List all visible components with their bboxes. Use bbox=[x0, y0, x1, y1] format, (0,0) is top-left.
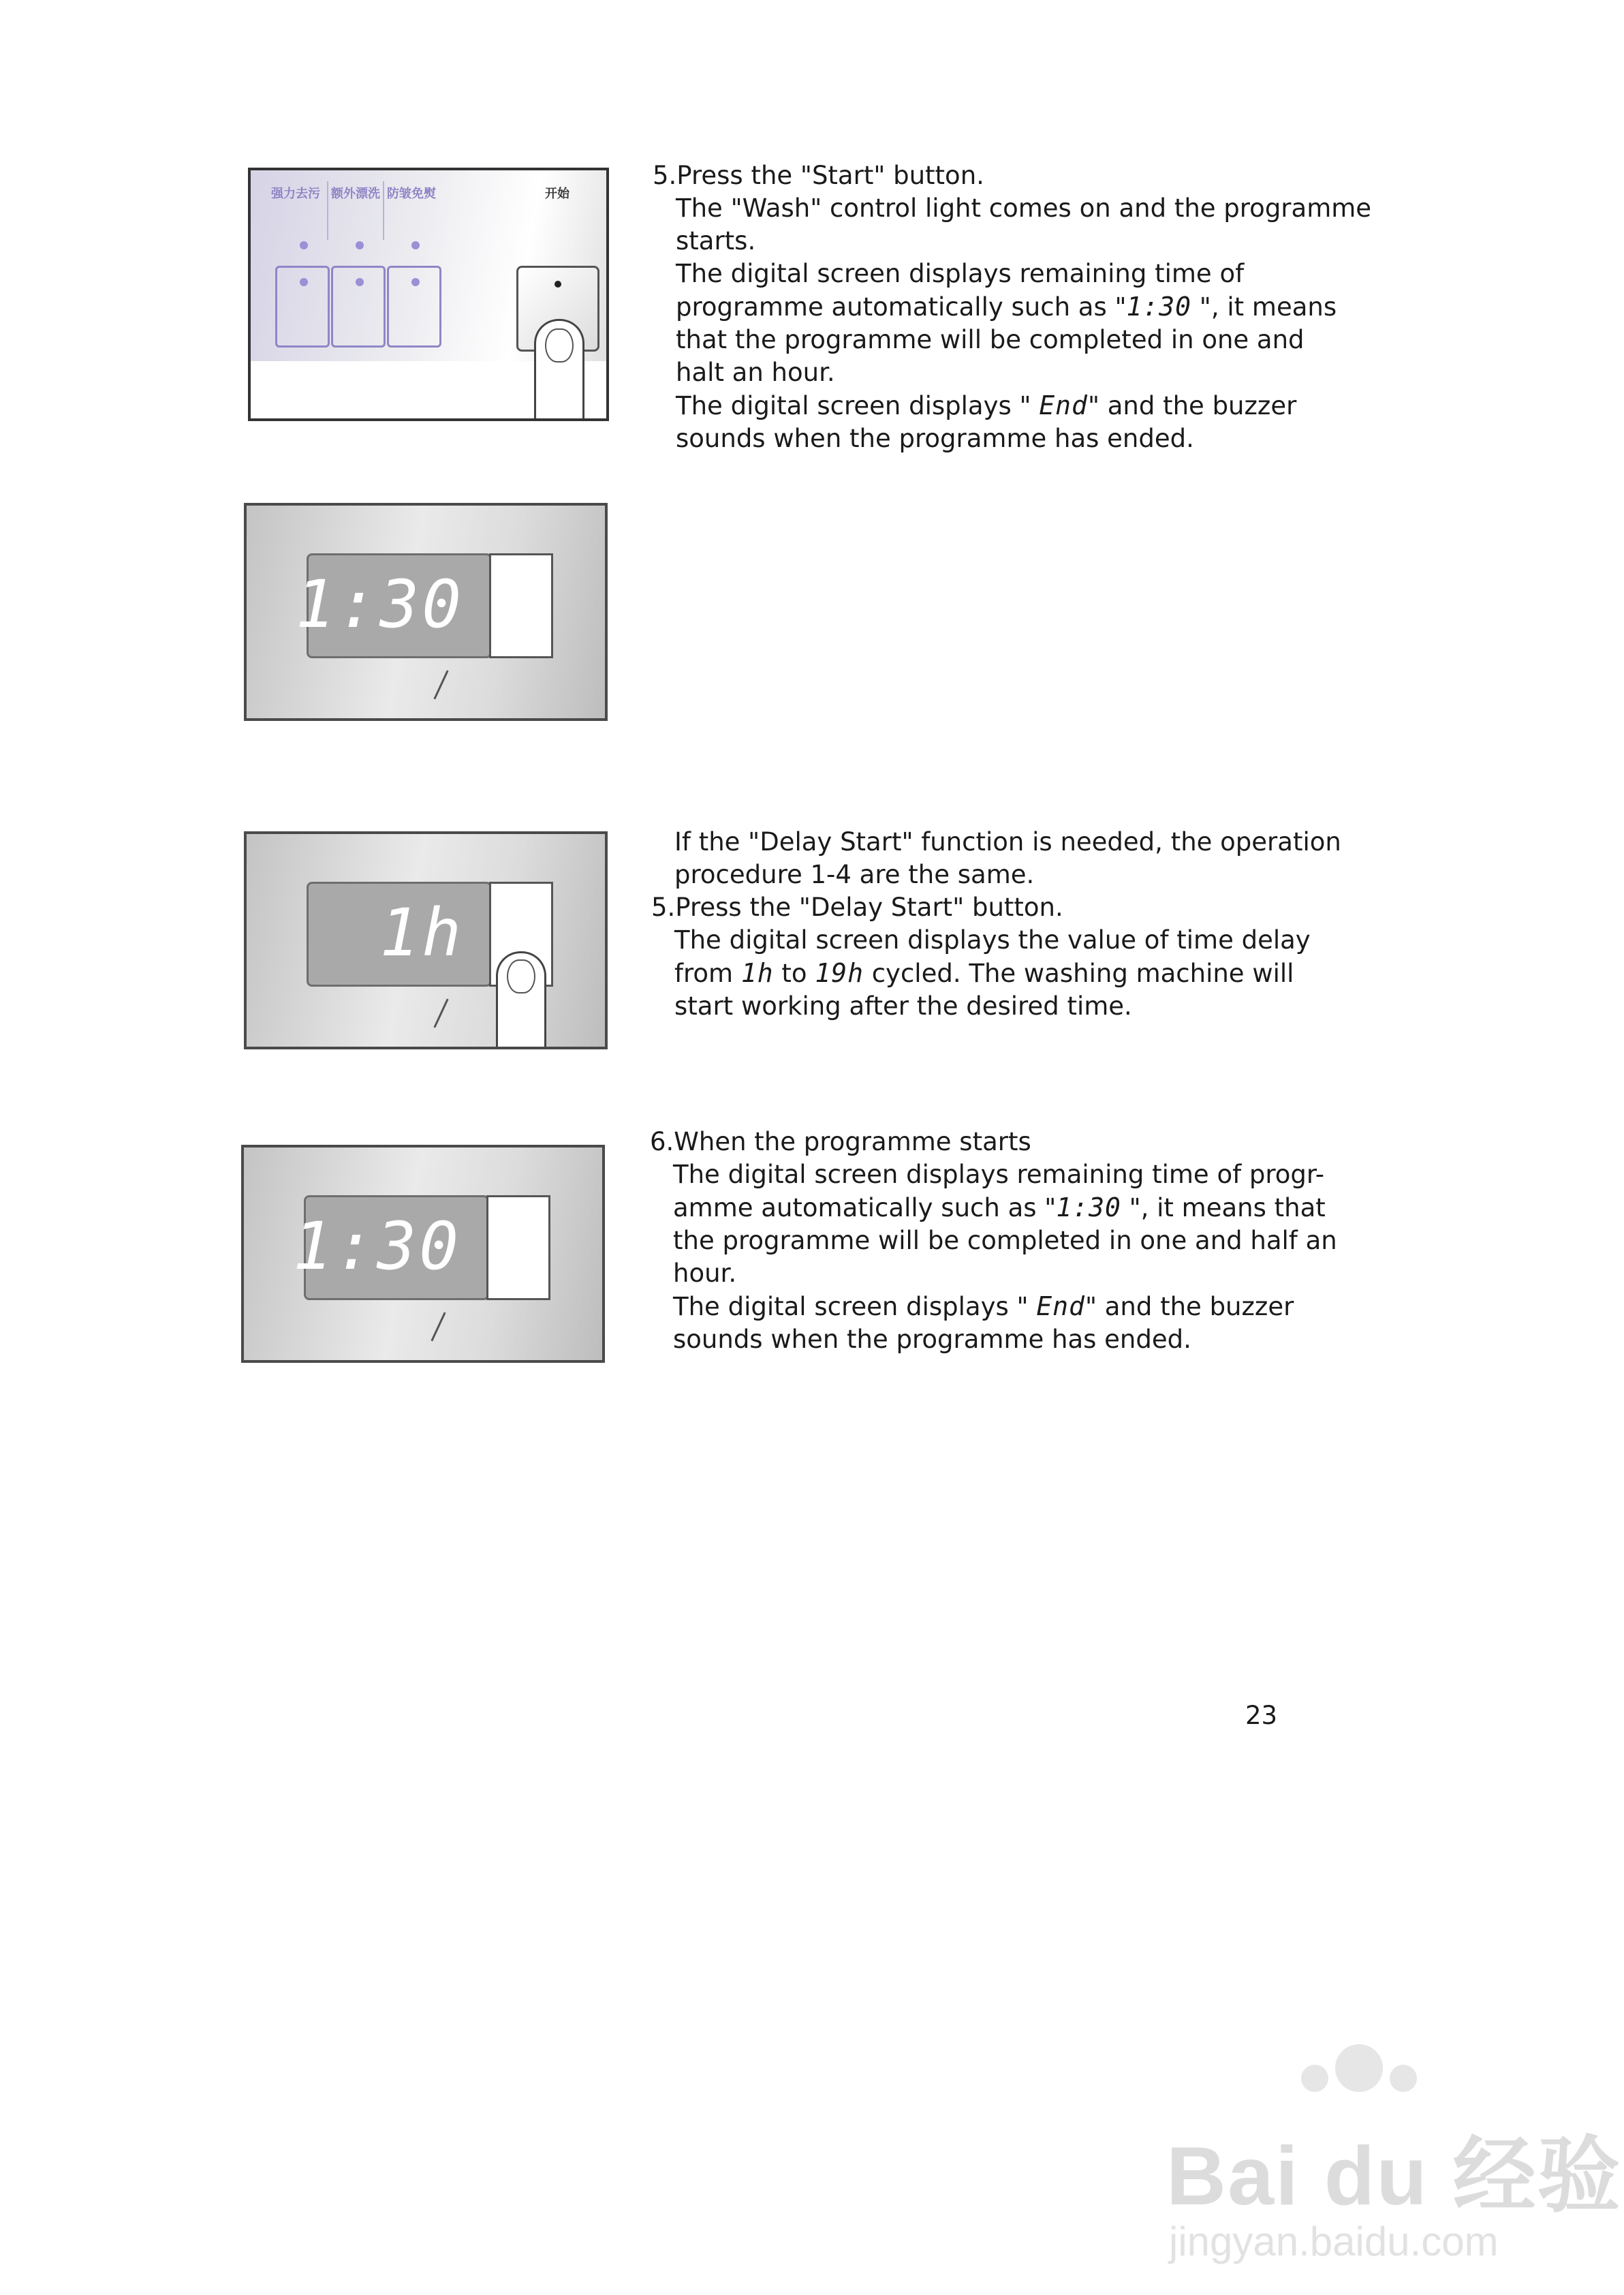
option-button-rinse[interactable] bbox=[331, 266, 386, 348]
fingernail-icon bbox=[507, 959, 535, 994]
divider bbox=[383, 181, 384, 240]
delay-step-heading: 5.Press the "Delay Start" button. bbox=[651, 893, 1063, 922]
lcd-time-value: 1:30 bbox=[295, 566, 464, 643]
option-label-stain: 强力去污 bbox=[271, 187, 320, 201]
baidu-paw-icon bbox=[1301, 2065, 1328, 2092]
slash-mark bbox=[433, 671, 448, 700]
seg-end-glyph: End bbox=[1036, 1291, 1085, 1321]
start-label: 开始 bbox=[545, 187, 569, 201]
seg-19h-glyph: 19h bbox=[815, 958, 864, 988]
indicator-light bbox=[300, 241, 308, 249]
slash-mark bbox=[433, 999, 448, 1028]
divider bbox=[327, 181, 328, 240]
page-number: 23 bbox=[1245, 1701, 1278, 1730]
start-indicator-light bbox=[555, 281, 561, 288]
baidu-paw-icon bbox=[1390, 2065, 1417, 2092]
option-button-crease[interactable] bbox=[387, 266, 441, 348]
start-panel-illustration bbox=[248, 168, 609, 421]
baidu-watermark-url: jingyan.baidu.com bbox=[1169, 2219, 1499, 2264]
delay-display-panel bbox=[244, 831, 608, 1049]
indicator-light bbox=[356, 241, 364, 249]
option-button-stain[interactable] bbox=[275, 266, 330, 348]
seg-1h-glyph: 1h bbox=[740, 958, 774, 988]
step6-heading: 6.When the programme starts bbox=[650, 1127, 1031, 1156]
option-label-crease: 防皱免熨 bbox=[387, 187, 436, 201]
time-display-panel-2 bbox=[241, 1145, 605, 1363]
option-label-rinse: 额外漂洗 bbox=[331, 187, 380, 201]
seg-time-glyph: 1:30 bbox=[1056, 1192, 1121, 1222]
section3-text: 6.When the programme starts The digital screen displays remaining time of progr- amme automatically such as "1:30 ", it means that the programme will be completed in one and half an hour. The digital screen displays " End" and the buzzer sounds when the programme has ended. bbox=[650, 1127, 1337, 1354]
slash-mark bbox=[431, 1312, 446, 1342]
lcd-display bbox=[295, 553, 492, 658]
lcd-display bbox=[292, 1195, 489, 1300]
baidu-paw-icon bbox=[1335, 2044, 1383, 2092]
section1-text: 5.Press the "Start" button. The "Wash" control light comes on and the programme starts. The digital screen displays remaining time of programme automatically such as "1:30 ", it means that the programme will be completed in one and halt an hour. The digital screen displays " End" and the buzzer sounds when the programme has ended. bbox=[653, 161, 1372, 453]
time-display-panel bbox=[244, 503, 608, 721]
indicator-light bbox=[411, 241, 420, 249]
step5-heading: 5.Press the "Start" button. bbox=[653, 161, 984, 190]
delay-start-button[interactable] bbox=[489, 553, 553, 658]
lcd-display bbox=[307, 882, 492, 987]
seg-end-glyph: End bbox=[1039, 390, 1088, 420]
lcd-time-value: 1:30 bbox=[292, 1208, 461, 1284]
fingernail-icon bbox=[545, 328, 574, 363]
seg-time-glyph: 1:30 bbox=[1126, 292, 1192, 322]
lcd-delay-value: 1h bbox=[379, 895, 464, 971]
section2-text: If the "Delay Start" function is needed, the operation procedure 1-4 are the same. 5.Press the "Delay Start" button. The digital screen displays the value of time delay from 1h to 19h cycled. The washing machine will start working after the desired time. bbox=[651, 827, 1341, 1021]
delay-start-button[interactable] bbox=[486, 1195, 550, 1300]
baidu-watermark-logo: Bai du 经验 bbox=[1166, 2129, 1622, 2222]
